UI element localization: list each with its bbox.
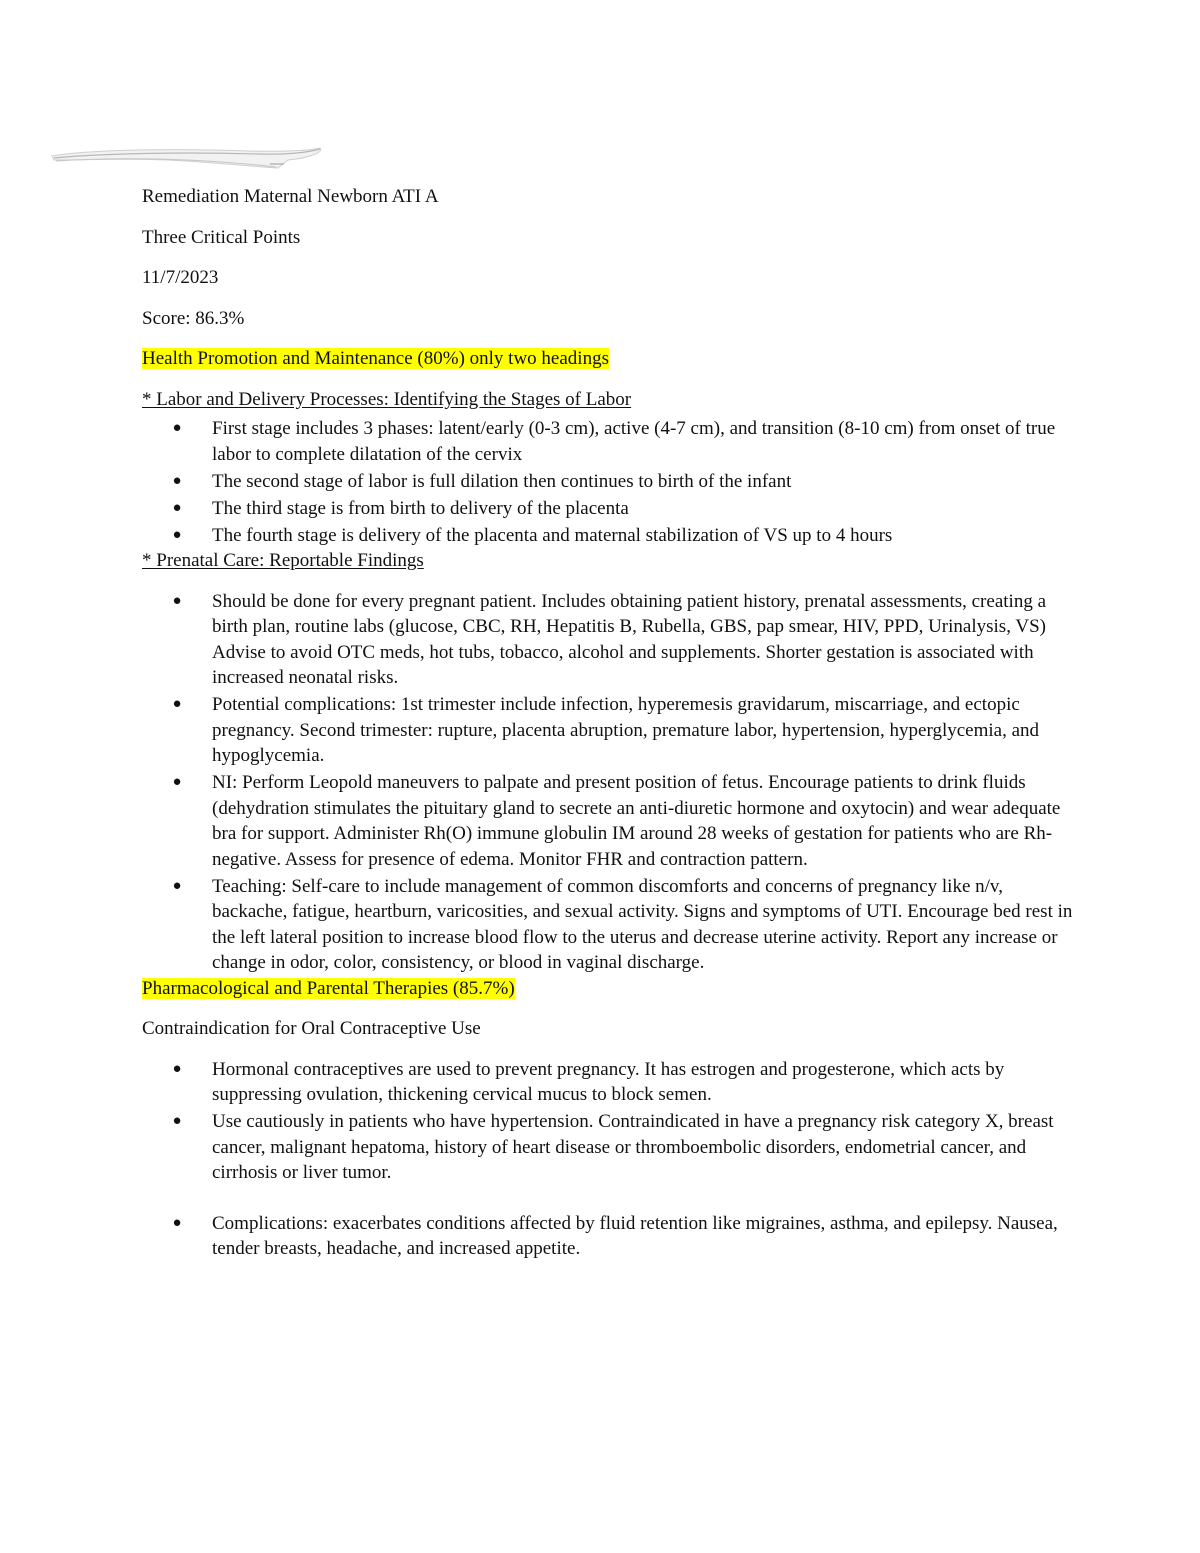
labor-stages-list: [142, 416, 1082, 548]
subheading-labor-delivery: * Labor and Delivery Processes: Identifying the Stages of Labor: [142, 388, 632, 410]
list-item: ● NI: Perform Leopold maneuvers to palpate and present position of fetus. Encourage patients to drink fluids (dehydration stimulates the pituitary gland to secrete an anti-diuretic hormone and oxytocin) and wear adequate bra for support. Administer Rh(O) immune globulin IM around 28 weeks of gestation for patients who are Rh-negative. Assess for presence of edema. Monitor FHR and contraction pattern.: [172, 772, 1061, 870]
list-item: ● The third stage is from birth to delivery of the placenta: [142, 496, 1082, 522]
list-item: ● Should be done for every pregnant patient. Includes obtaining patient history, prenatal assessments, creating a birth plan, routine labs (glucose, CBC, RH, Hepatitis B, Rubella, GBS, pap smear, HIV, PPD, Urinalysis, VS) Advise to avoid OTC meds, hot tubs, tobacco, alcohol and supplements. Shorter gestation is associated with increased neonatal risks.: [172, 590, 1046, 688]
list-item: ● Potential complications: 1st trimester include infection, hyperemesis gravidarum, miscarriage, and ectopic pregnancy. Second trimester: rupture, placenta abruption, premature labor, hypertension, hyperglycemia, and hypoglycemia.: [172, 694, 1040, 766]
list-item: ● Use cautiously in patients who have hypertension. Contraindicated in have a pregnancy risk category X, breast cancer, malignant hepatoma, history of heart disease or thromboembolic disorders, endometrial cancer, and cirrhosis or liver tumor.: [172, 1111, 1054, 1183]
list-item: ● First stage includes 3 phases: latent/early (0-3 cm), active (4-7 cm), and transition (8-10 cm) from onset of true labor to complete dilatation of the cervix: [172, 418, 1056, 465]
prenatal-care-list: [142, 589, 1082, 976]
section-heading-pharmacological: [142, 976, 1082, 1002]
document-score: Score: 86.3%: [142, 307, 245, 329]
bullet-icon: ●: [172, 774, 182, 790]
highlighted-heading-health-promotion: Health Promotion and Maintenance (80%) only two headings: [142, 348, 609, 369]
redaction-mark: [48, 138, 328, 178]
bullet-icon: ●: [172, 420, 182, 436]
subheading-contraceptive: Contraindication for Oral Contraceptive Use: [142, 1018, 481, 1039]
bullet-icon: ●: [172, 1060, 182, 1077]
bullet-icon: ●: [172, 696, 182, 712]
subheading-prenatal-care: * Prenatal Care: Reportable Findings: [142, 550, 424, 571]
bullet-icon: ●: [172, 499, 182, 516]
list-item: ● Complications: exacerbates conditions affected by fluid retention like migraines, asthma, and epilepsy. Nausea, tender breasts, headache, and increased appetite.: [172, 1212, 1058, 1259]
list-item: ● The fourth stage is delivery of the placenta and maternal stabilization of VS up to 4 hours: [142, 523, 1082, 549]
list-item: ● Teaching: Self-care to include management of common discomforts and concerns of pregnancy like n/v, backache, fatigue, heartburn, varicosities, and sexual activity. Signs and symptoms of UTI. Encourage bed rest in the left lateral position to increase blood flow to the uterus and decrease uterine activity. Report any increase or change in odor, color, consistency, or blood in vaginal discharge.: [172, 875, 1073, 973]
contraceptive-list-continued: [142, 1211, 1082, 1262]
document-title: Remediation Maternal Newborn ATI A: [142, 186, 439, 207]
document-body: [142, 184, 1082, 1262]
document-subtitle: Three Critical Points: [142, 226, 301, 248]
bullet-icon: ●: [172, 526, 182, 543]
bullet-icon: ●: [172, 1214, 182, 1231]
bullet-icon: ●: [172, 592, 182, 609]
highlighted-heading-pharmacological: Pharmacological and Parental Therapies (85.7%): [142, 977, 515, 999]
bullet-icon: ●: [172, 877, 182, 894]
document-date: 11/7/2023: [142, 267, 219, 288]
contraceptive-list: [142, 1057, 1082, 1186]
bullet-icon: ●: [172, 1113, 182, 1129]
list-item: ● Hormonal contraceptives are used to prevent pregnancy. It has estrogen and progesterone, which acts by suppressing ovulation, thickening cervical mucus to block semen.: [172, 1058, 1005, 1105]
blank-line: [142, 1186, 1082, 1211]
list-item: ● The second stage of labor is full dilation then continues to birth of the infant: [142, 469, 1082, 495]
section-heading-health-promotion: [142, 346, 1082, 372]
bullet-icon: ●: [172, 472, 182, 489]
